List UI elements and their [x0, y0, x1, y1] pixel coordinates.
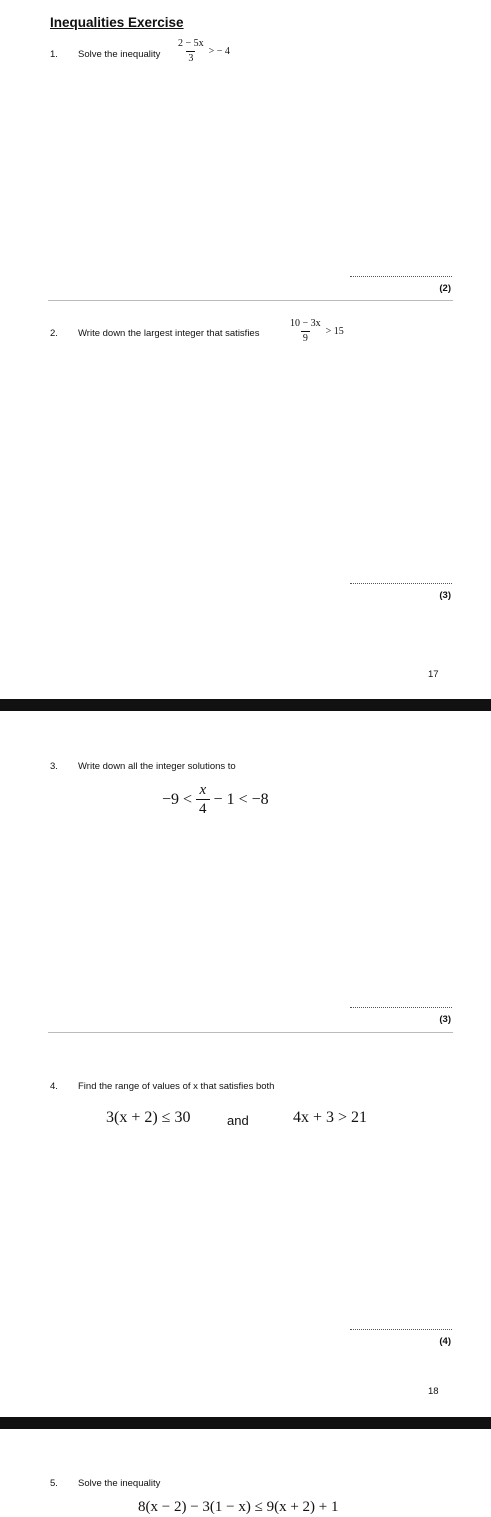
question-1-answer-line[interactable]	[350, 276, 452, 277]
question-3-numerator: x	[199, 782, 207, 798]
question-4-conjunction: and	[227, 1113, 249, 1128]
question-3-marks: (3)	[439, 1014, 451, 1025]
question-1-text: Solve the inequality	[78, 49, 161, 60]
question-5-text: Solve the inequality	[78, 1478, 161, 1489]
question-1-denominator: 3	[188, 53, 194, 64]
question-3-inequality	[162, 781, 269, 818]
question-2-inequality	[288, 318, 344, 345]
page-number: 18	[428, 1386, 439, 1397]
question-divider	[48, 300, 453, 301]
question-1-marks: (2)	[439, 283, 451, 294]
question-3-fraction	[196, 781, 210, 818]
question-2-marks: (3)	[439, 590, 451, 601]
question-2-relation: > 15	[325, 326, 344, 337]
question-1-fraction	[176, 38, 206, 65]
question-1-numerator: 2 − 5x	[178, 38, 204, 49]
question-4-inequality-right: 4x + 3 > 21	[293, 1109, 368, 1126]
question-3-lead: −9 <	[162, 790, 193, 808]
question-4-inequality-left: 3(x + 2) ≤ 30	[106, 1109, 191, 1126]
question-1-number: 1.	[50, 49, 58, 60]
question-4-answer-line[interactable]	[350, 1329, 452, 1330]
question-3-answer-line[interactable]	[350, 1007, 452, 1008]
question-2-fraction	[288, 318, 323, 345]
question-4-text: Find the range of values of x that satisfies both	[78, 1081, 275, 1092]
worksheet-page-1	[0, 0, 491, 699]
question-1-relation: > − 4	[208, 46, 230, 57]
question-2-numerator: 10 − 3x	[290, 318, 321, 329]
question-3-text: Write down all the integer solutions to	[78, 761, 236, 772]
question-3-tail: − 1 < −8	[213, 790, 269, 808]
question-3-number: 3.	[50, 761, 58, 772]
question-3-denominator: 4	[196, 799, 210, 818]
question-2-answer-line[interactable]	[350, 583, 452, 584]
page-break	[0, 699, 491, 711]
question-5-inequality: 8(x − 2) − 3(1 − x) ≤ 9(x + 2) + 1	[138, 1499, 339, 1515]
question-2-text: Write down the largest integer that satisfies	[78, 328, 260, 339]
worksheet-page-2	[0, 711, 491, 1417]
page-break	[0, 1417, 491, 1429]
page-number: 17	[428, 669, 439, 680]
question-4-marks: (4)	[439, 1336, 451, 1347]
question-2-number: 2.	[50, 328, 58, 339]
question-1-inequality	[176, 38, 230, 65]
question-2-denominator: 9	[302, 333, 308, 344]
question-4-number: 4.	[50, 1081, 58, 1092]
worksheet-page-3	[0, 1429, 491, 1517]
question-5-number: 5.	[50, 1478, 58, 1489]
exercise-title: Inequalities Exercise	[50, 15, 184, 30]
question-divider	[48, 1032, 453, 1033]
